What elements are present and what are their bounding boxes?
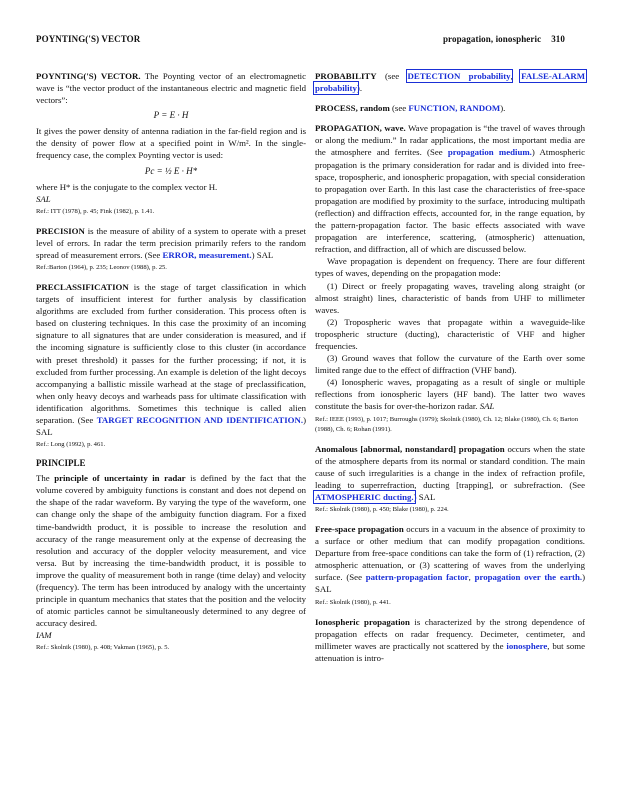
- precision-entry: [36, 225, 306, 261]
- ionosphere-link[interactable]: ionosphere: [506, 640, 548, 651]
- preclassification-entry: [36, 281, 306, 438]
- process-pre: (see: [389, 103, 409, 114]
- freespace-term: Free-space propagation: [315, 524, 404, 534]
- propagation-term: PROPAGATION, wave.: [315, 123, 406, 134]
- precision-term: PRECISION: [36, 225, 85, 236]
- probability-post: ).: [356, 83, 363, 94]
- function-random-link[interactable]: FUNCTION, RANDOM: [408, 103, 501, 114]
- anomalous-term: Anomalous [abnormal, nonstandard] propagation: [315, 443, 505, 454]
- poynting-text-2: It gives the power density of antenna radiation in the far-field region and is the density of power flow at a specified point in W/m². In the single-frequency case, the complex Poynting vector is used:: [36, 126, 306, 161]
- running-header-right: [443, 34, 565, 44]
- propagation-over-earth-link[interactable]: propagation over the earth.: [474, 572, 583, 583]
- freespace-ref: Ref.: Skolnik (1980), p. 441.: [315, 598, 391, 606]
- anomalous-entry: [315, 443, 585, 503]
- propagation-text-1: Wave propagation is “the travel of waves through or along the medium.” In radar applications, the most important media are the atmosphere and ferrites. (See: [315, 123, 585, 158]
- freespace-entry: [315, 523, 585, 596]
- propagation-signature: SAL: [479, 401, 495, 412]
- propagation-item-1: (1) Direct or freely propagating waves, traveling along straight (or almost straight) lines, characteristic of bands from UHF to millimeter waves.: [315, 280, 585, 315]
- probability-entry: [315, 70, 585, 94]
- false-alarm-probability-link[interactable]: FALSE-ALARM probability: [315, 71, 586, 94]
- anomalous-text: occurs when the state of the atmosphere departs from its normal or standard condition. The main cause of such irregularities is a change in the index of refraction profile, leading to superrefraction, ducting [trapping], or subrefraction. (See: [315, 443, 585, 490]
- anomalous-after: ) SAL: [413, 491, 436, 502]
- propagation-item-2: (2) Tropospheric waves that propagate within a waveguide-like tropospheric structure (ducting), characteristic of VHF and higher frequencies.: [315, 316, 585, 351]
- poynting-text-3: where H* is the conjugate to the complex vector H.: [36, 181, 218, 192]
- propagation-text-2: ) Atmospheric propagation is the primary consideration for radar and is divided into free-space, tropospheric, and ionospheric propagation, with special consideration to propagation over Earth. In this last case the characteristics of free-space propagation are modified by proximity to the surface, introducing multipath (reflection) and diffraction effects, accounted for, in the range equation, by the pattern-propagation factor. The basic effects associated with wave propagation are interference, scattering, (atmospheric) attenuation, refraction, and diffraction, all of which are discussed below.: [315, 147, 586, 255]
- header-topic: propagation, ionospheric: [442, 34, 542, 44]
- ionospheric-entry: [315, 616, 585, 664]
- principle-lead: The: [36, 473, 55, 484]
- right-column: [315, 70, 585, 664]
- freespace-after: ) SAL: [315, 572, 586, 595]
- principle-ref: Ref.: Skolnik (1980), p. 408; Vakman (1965), p. 5.: [36, 644, 170, 652]
- principle-term: principle of uncertainty in radar: [54, 473, 186, 484]
- poynting-formula-2: [36, 165, 306, 177]
- principle-text: is defined by the fact that the volume covered by ambiguity functions is constant and does not depend on the shape of the radar waveform. By varying the type of the waveform, one can change only the shape of the ambiguity function diagram. For a fixed time-bandwidth product, it is possible to increase the resolution and accuracy of the range measurement only at the expense of decreasing the resolution and accuracy of the doppler velocity measurement, and vice versa. But by increasing the time-bandwidth product, it is possible to improve the quality of measurement both in range (time delay) and velocity (frequency). The term has been introduced by analogy with the uncertainty principle in quantum mechanics that states that the position and the velocity of atomic particles cannot be simultaneously determined to any degree of accuracy desired.: [36, 473, 306, 629]
- preclassification-ref: Ref.: Long (1992), p. 461.: [36, 441, 106, 449]
- preclassification-term: PRECLASSIFICATION: [36, 281, 129, 292]
- principle-signature: IAM: [36, 630, 52, 641]
- propagation-para-2: Wave propagation is dependent on frequency. There are four different types of waves, depending on the propagation mode:: [315, 256, 585, 279]
- poynting-ref: Ref.: ITT (1978), p. 45; Fink (1982), p. 1.41.: [36, 207, 155, 215]
- anomalous-ref: Ref.: Skolnik (1980), p. 450; Blake (1980), p. 224.: [315, 506, 449, 513]
- probability-pre: (see: [376, 71, 408, 81]
- detection-probability-link[interactable]: DETECTION probability: [407, 71, 511, 81]
- poynting-entry: [36, 70, 306, 106]
- page-number: 310: [551, 34, 565, 44]
- ionospheric-term: Ionospheric propagation: [315, 616, 410, 627]
- freespace-text: occurs in a vacuum in the absence of proximity to a surface or other medium that can modify propagation conditions. Departure from free-space conditions can take the form of (1) refraction, (2) atmospheric attenuation, or (3) scattering of waves from the underlying surface. (See: [315, 524, 585, 583]
- poynting-formula-1-text: P = E · H: [153, 110, 189, 121]
- poynting-text-1: The Poynting vector of an electromagnetic wave is “the vector product of the instantaneous electric and magnetic field vectors”:: [36, 71, 306, 106]
- principle-heading: PRINCIPLE: [36, 458, 86, 469]
- process-term: PROCESS, random: [315, 103, 390, 114]
- precision-text: is the measure of ability of a system to operate with a preset level of errors. In radar the term precision primarily refers to the random spread of measurement errors. (See: [36, 225, 306, 260]
- propagation-medium-link[interactable]: propagation medium.: [447, 147, 532, 158]
- left-column: [36, 70, 306, 653]
- poynting-term: POYNTING('S) VECTOR.: [36, 71, 141, 81]
- ionospheric-text: is characterized by the strong dependence of propagation effects on radar frequency. Decimeter, centimeter, and millimeter waves are practically not scattered by the: [315, 616, 585, 651]
- principle-entry: [36, 472, 306, 629]
- error-measurement-link[interactable]: ERROR, measurement.: [162, 249, 252, 260]
- preclassification-text: is the stage of target classification in which targets of insufficient interest for further analysis by classification algorithms are excluded from further consideration. This process often is based on clustering techniques. In this case the proximity of an incoming signature to all signatures that are under consideration is measured, and if the incoming signature is sufficiently close to this cluster (in accordance with preset threshold) it passes for the further processing; if not, it is excluded from further processing. An example is deletion of the light decoys accompanying a ballistic missile warhead at the stage of preclassification, when only heavy decoys and warheads pass for ultimate classification with identification algorithms. Sometimes this technique is called alien separation. (See: [36, 281, 306, 425]
- poynting-signature: SAL: [36, 193, 51, 204]
- precision-ref: Ref.:Barton (1964), p. 235; Leonov (1988), p. 25.: [36, 263, 167, 271]
- propagation-entry: [315, 122, 585, 255]
- propagation-ref: Ref.: IEEE (1993), p. 1017; Burroughs (1979); Skolnik (1980), Ch. 12; Blake (1980), Ch. 6; Barton (1988), Ch. 6; Rohan (1991).: [315, 415, 578, 433]
- precision-after: ) SAL: [251, 249, 274, 260]
- probability-mid: ,: [510, 71, 522, 81]
- poynting-formula-2-text: Pc = ½ E · H*: [144, 165, 198, 176]
- running-header-left: POYNTING('S) VECTOR: [36, 34, 141, 44]
- preclassification-after: ) SAL: [36, 414, 306, 438]
- process-entry: [315, 102, 585, 114]
- probability-term: PROBABILITY: [315, 71, 377, 81]
- propagation-item-4-text: (4) Ionospheric waves, propagating as a result of single or multiple reflections from ionospheric layers (HF band). The latter two waves constitute the basis for over-the-horizon radar.: [315, 377, 585, 412]
- propagation-item-4: [315, 376, 585, 412]
- target-recognition-link[interactable]: TARGET RECOGNITION AND IDENTIFICATION.: [96, 414, 304, 425]
- freespace-mid: ,: [468, 572, 475, 583]
- atmospheric-ducting-link[interactable]: ATMOSPHERIC ducting.: [315, 491, 414, 502]
- process-post: ).: [500, 103, 506, 114]
- pattern-propagation-factor-link[interactable]: pattern-propagation factor: [365, 572, 469, 583]
- propagation-item-3: (3) Ground waves that follow the curvature of the Earth over some limited range due to the effect of diffraction (VHF band).: [315, 353, 585, 376]
- poynting-formula-1: [36, 109, 306, 121]
- ionospheric-after: , but some attenuation is intro-: [315, 640, 585, 663]
